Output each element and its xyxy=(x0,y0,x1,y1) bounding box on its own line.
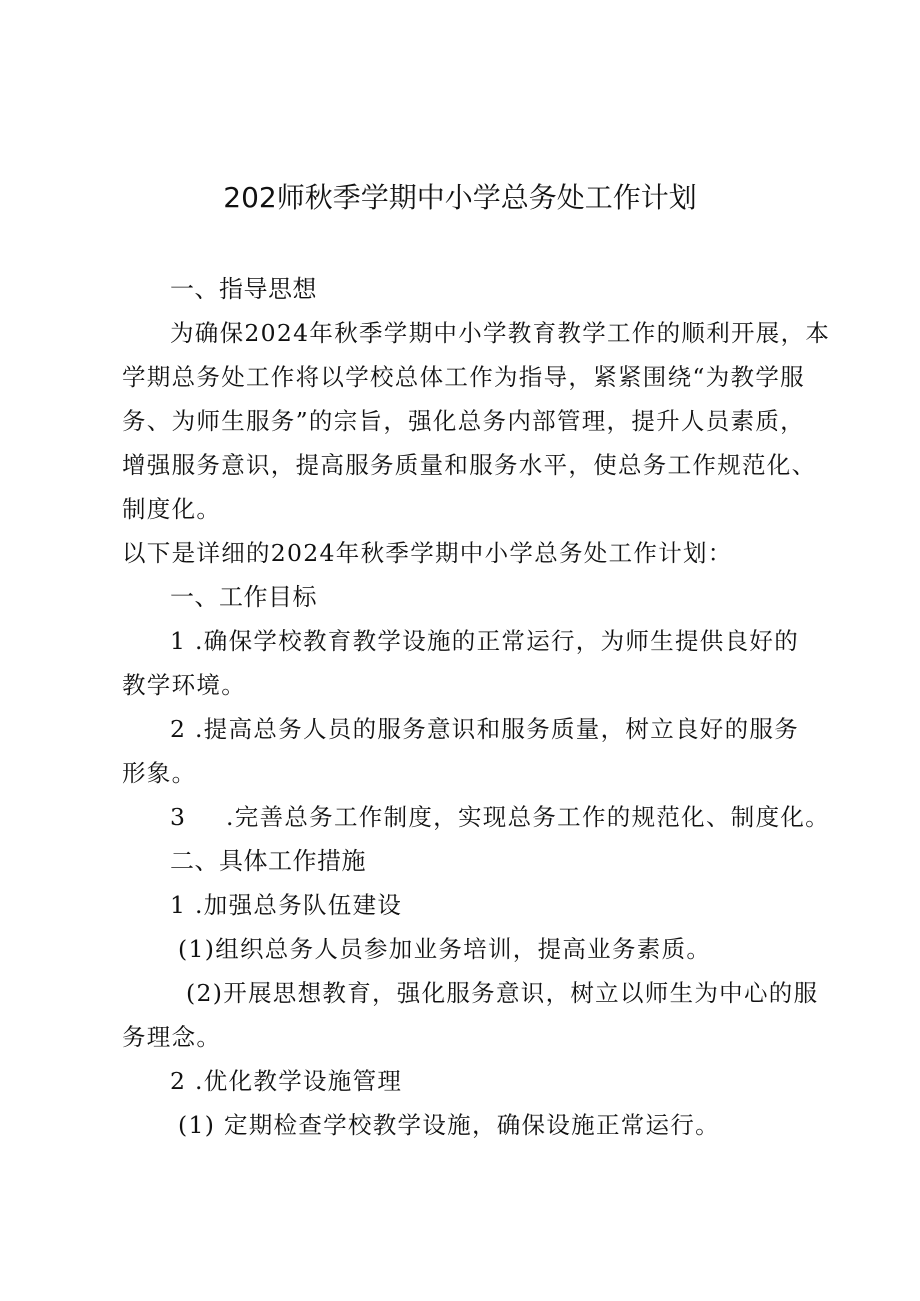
paragraph-line: 务、为师生服务”的宗旨，强化总务内部管理，提升人员素质， xyxy=(122,407,805,435)
section-heading-guiding-ideology: 一、指导思想 xyxy=(170,275,317,303)
goal-item: 2 .提高总务人员的服务意识和服务质量，树立良好的服务 xyxy=(170,715,799,743)
paragraph-line: 为确保2024年秋季学期中小学教育教学工作的顺利开展，本 xyxy=(170,319,831,347)
intro-line: 以下是详细的2024年秋季学期中小学总务处工作计划： xyxy=(122,539,733,567)
goal-item: 1 .确保学校教育教学设施的正常运行，为师生提供良好的 xyxy=(170,627,799,655)
paragraph-line: 制度化。 xyxy=(122,495,222,523)
goal-item: 形象。 xyxy=(122,759,197,787)
goal-item: .完善总务工作制度，实现总务工作的规范化、制度化。 xyxy=(226,803,830,831)
document-title: 202师秋季学期中小学总务处工作计划 xyxy=(223,181,697,214)
measure-item: (1)组织总务人员参加业务培训，提高业务素质。 xyxy=(178,935,712,963)
measure-item: (2)开展思想教育，强化服务意识，树立以师生为中心的服 xyxy=(186,979,819,1007)
paragraph-line: 学期总务处工作将以学校总体工作为指导，紧紧围绕“为教学服 xyxy=(122,363,805,391)
goal-item-number: 3 xyxy=(170,803,187,831)
measure-heading: 1 .加强总务队伍建设 xyxy=(170,891,403,919)
measure-heading: 2 .优化教学设施管理 xyxy=(170,1067,403,1095)
measure-item: 务理念。 xyxy=(122,1023,222,1051)
goal-item: 教学环境。 xyxy=(122,671,246,699)
paragraph-line: 增强服务意识，提高服务质量和服务水平，使总务工作规范化、 xyxy=(122,451,817,479)
section-heading-work-goals: 一、工作目标 xyxy=(170,583,317,611)
measure-item: (1) 定期检查学校教学设施，确保设施正常运行。 xyxy=(178,1111,720,1139)
section-heading-work-measures: 二、具体工作措施 xyxy=(170,847,366,875)
